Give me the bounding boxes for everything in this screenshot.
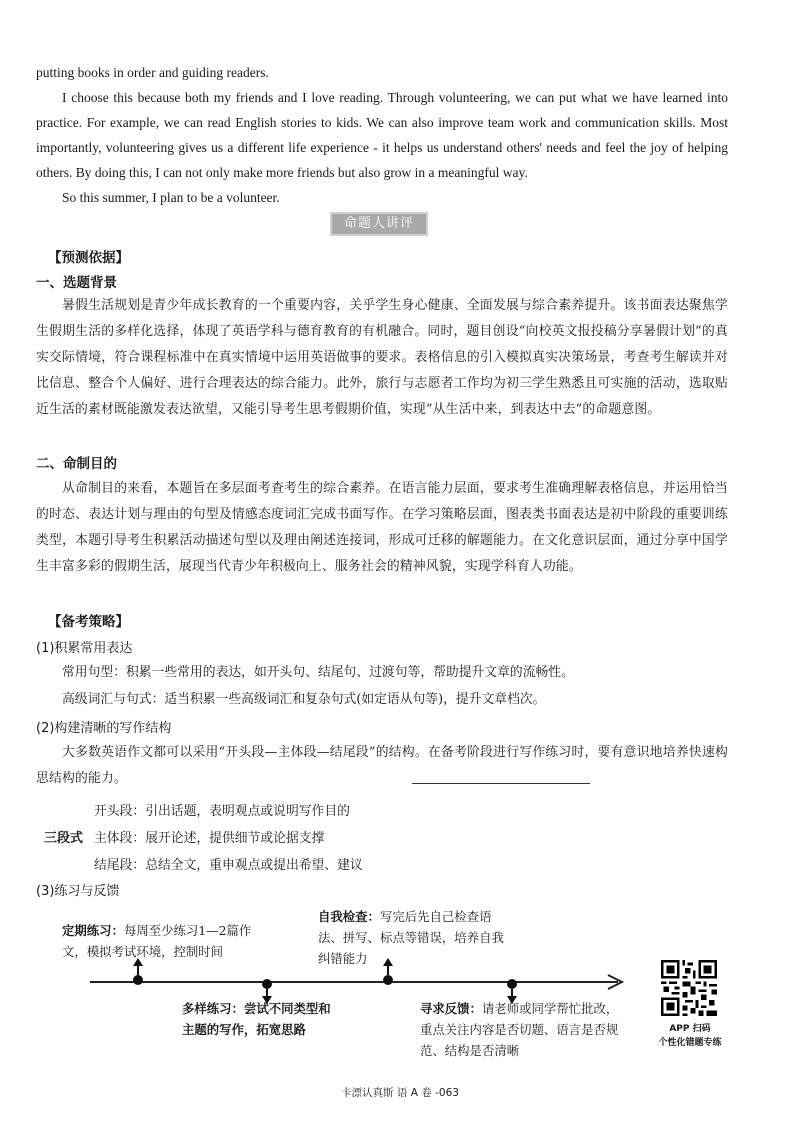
opening-paragraph: 开头段：引出话题，表明观点或说明写作目的 xyxy=(94,804,350,819)
section2-title: 二、命制目的 xyxy=(36,456,117,472)
prediction-title: 【预测依据】 xyxy=(48,250,129,266)
qr-caption-line1: APP 扫码 xyxy=(669,1024,711,1034)
section1-text: 暑假生活规划是青少年成长教育的一个重要内容，关乎学生身心健康、全面发展与综合素养提升。该书面表达聚焦学生假期生活的多样化选择，体现了英语学科与德育教育的有机融合。同时，题目创设“向校英文报投稿分享暑假计划”的真实交际情境，符合课程标准中在真实情境中运用英语做事的要求。表格信息的引入模拟真实决策场景，考查考生解读并对比信息、整合个人偏好、进行合理表达的综合能力。此外，旅行与志愿者工作均为初三学生熟悉且可实施的活动，选取贴近生活的素材既能激发表达欲望，又能引导考生思考假期价值，实现“从生活中来，到表达中去”的命题意图。 xyxy=(36,298,728,417)
timeline-item-diverse-text: 尝试不同类型和主题的写作，拓宽思路 xyxy=(182,1001,331,1037)
body-paragraph: 主体段：展开论述，提供细节或论据支撑 xyxy=(94,831,325,846)
timeline-item-regular xyxy=(62,920,262,962)
three-part-label: 三段式 xyxy=(44,831,84,846)
strategy-title: 【备考策略】 xyxy=(48,614,129,630)
english-line1: putting books in order and guiding readers. xyxy=(36,65,269,80)
point3-title: (3)练习与反馈 xyxy=(36,884,120,899)
timeline-item-selfcheck xyxy=(318,906,508,969)
commentary-banner: 命题人讲评 xyxy=(332,214,426,234)
qr-caption xyxy=(640,1022,740,1050)
section2-text: 从命制目的来看，本题旨在多层面考查考生的综合素养。在语言能力层面，要求考生准确理解表格信息，并运用恰当的时态、表达计划与理由的句型及情感态度词汇完成书面写作。在学习策略层面，图表类书面表达是初中阶段的重要训练类型，本题引导考生积累活动描述句型以及理由阐述连接词，形成可迁移的解题能力。在文化意识层面，通过分享中国学生丰富多彩的假期生活，展现当代青少年积极向上、服务社会的精神风貌，实现学科育人功能。 xyxy=(36,481,728,574)
english-paragraph-3: So this summer, I plan to be a volunteer. xyxy=(62,190,280,205)
timeline-item-selfcheck-text: 写完后先自己检查语法、拼写、标点等错误，培养自我纠错能力 xyxy=(318,909,504,966)
page-footer: 卡漂认真斯 语 A 卷 -063 xyxy=(341,1087,459,1099)
timeline-item-selfcheck-label: 自我检查： xyxy=(318,909,380,924)
timeline-item-feedback-text: 请老师或同学帮忙批改，重点关注内容是否切题、语言是否规范、结构是否清晰 xyxy=(420,1001,619,1058)
timeline-item-feedback-label: 寻求反馈： xyxy=(420,1001,482,1016)
timeline-marker-1 xyxy=(133,958,143,985)
timeline-item-regular-text: 每周至少练习1—2篇作文，模拟考试环境，控制时间 xyxy=(62,923,252,959)
point1-title: (1)积累常用表达 xyxy=(36,641,133,656)
closing-paragraph: 结尾段：总结全文，重申观点或提出希望、建议 xyxy=(94,858,363,873)
point1-line1: 常用句型：积累一些常用的表达，如开头句、结尾句、过渡句等，帮助提升文章的流畅性。 xyxy=(62,665,574,680)
section1-title: 一、选题背景 xyxy=(36,275,117,291)
timeline-item-feedback xyxy=(420,998,620,1061)
point2-text: 大多数英语作文都可以采用“开头段—主体段—结尾段”的结构。在备考阶段进行写作练习时，要有意识地培养快速构思结构的能力。 xyxy=(36,745,728,786)
timeline-item-diverse-label: 多样练习： xyxy=(182,1001,244,1016)
point1-line2: 高级词汇与句式：适当积累一些高级词汇和复杂句式(如定语从句等)，提升文章档次。 xyxy=(62,692,546,707)
point2-title: (2)构建清晰的写作结构 xyxy=(36,721,172,736)
timeline-item-regular-label: 定期练习： xyxy=(62,923,124,938)
qr-caption-line2: 个性化错题专练 xyxy=(658,1038,722,1048)
qr-code-icon[interactable] xyxy=(661,960,717,1016)
english-paragraph-2: I choose this because both my friends and I love reading. Through volunteering, we can put what we have learned into practice. For example, we can read English stories to kids. We can also improve team work and communication skills. Most importantly, volunteering gives us a different life experience - it helps us understand others' needs and feel the joy of helping others. By doing this, I can not only make more friends but also grow in a meaningful way. xyxy=(36,90,728,180)
timeline-item-diverse xyxy=(182,998,342,1040)
